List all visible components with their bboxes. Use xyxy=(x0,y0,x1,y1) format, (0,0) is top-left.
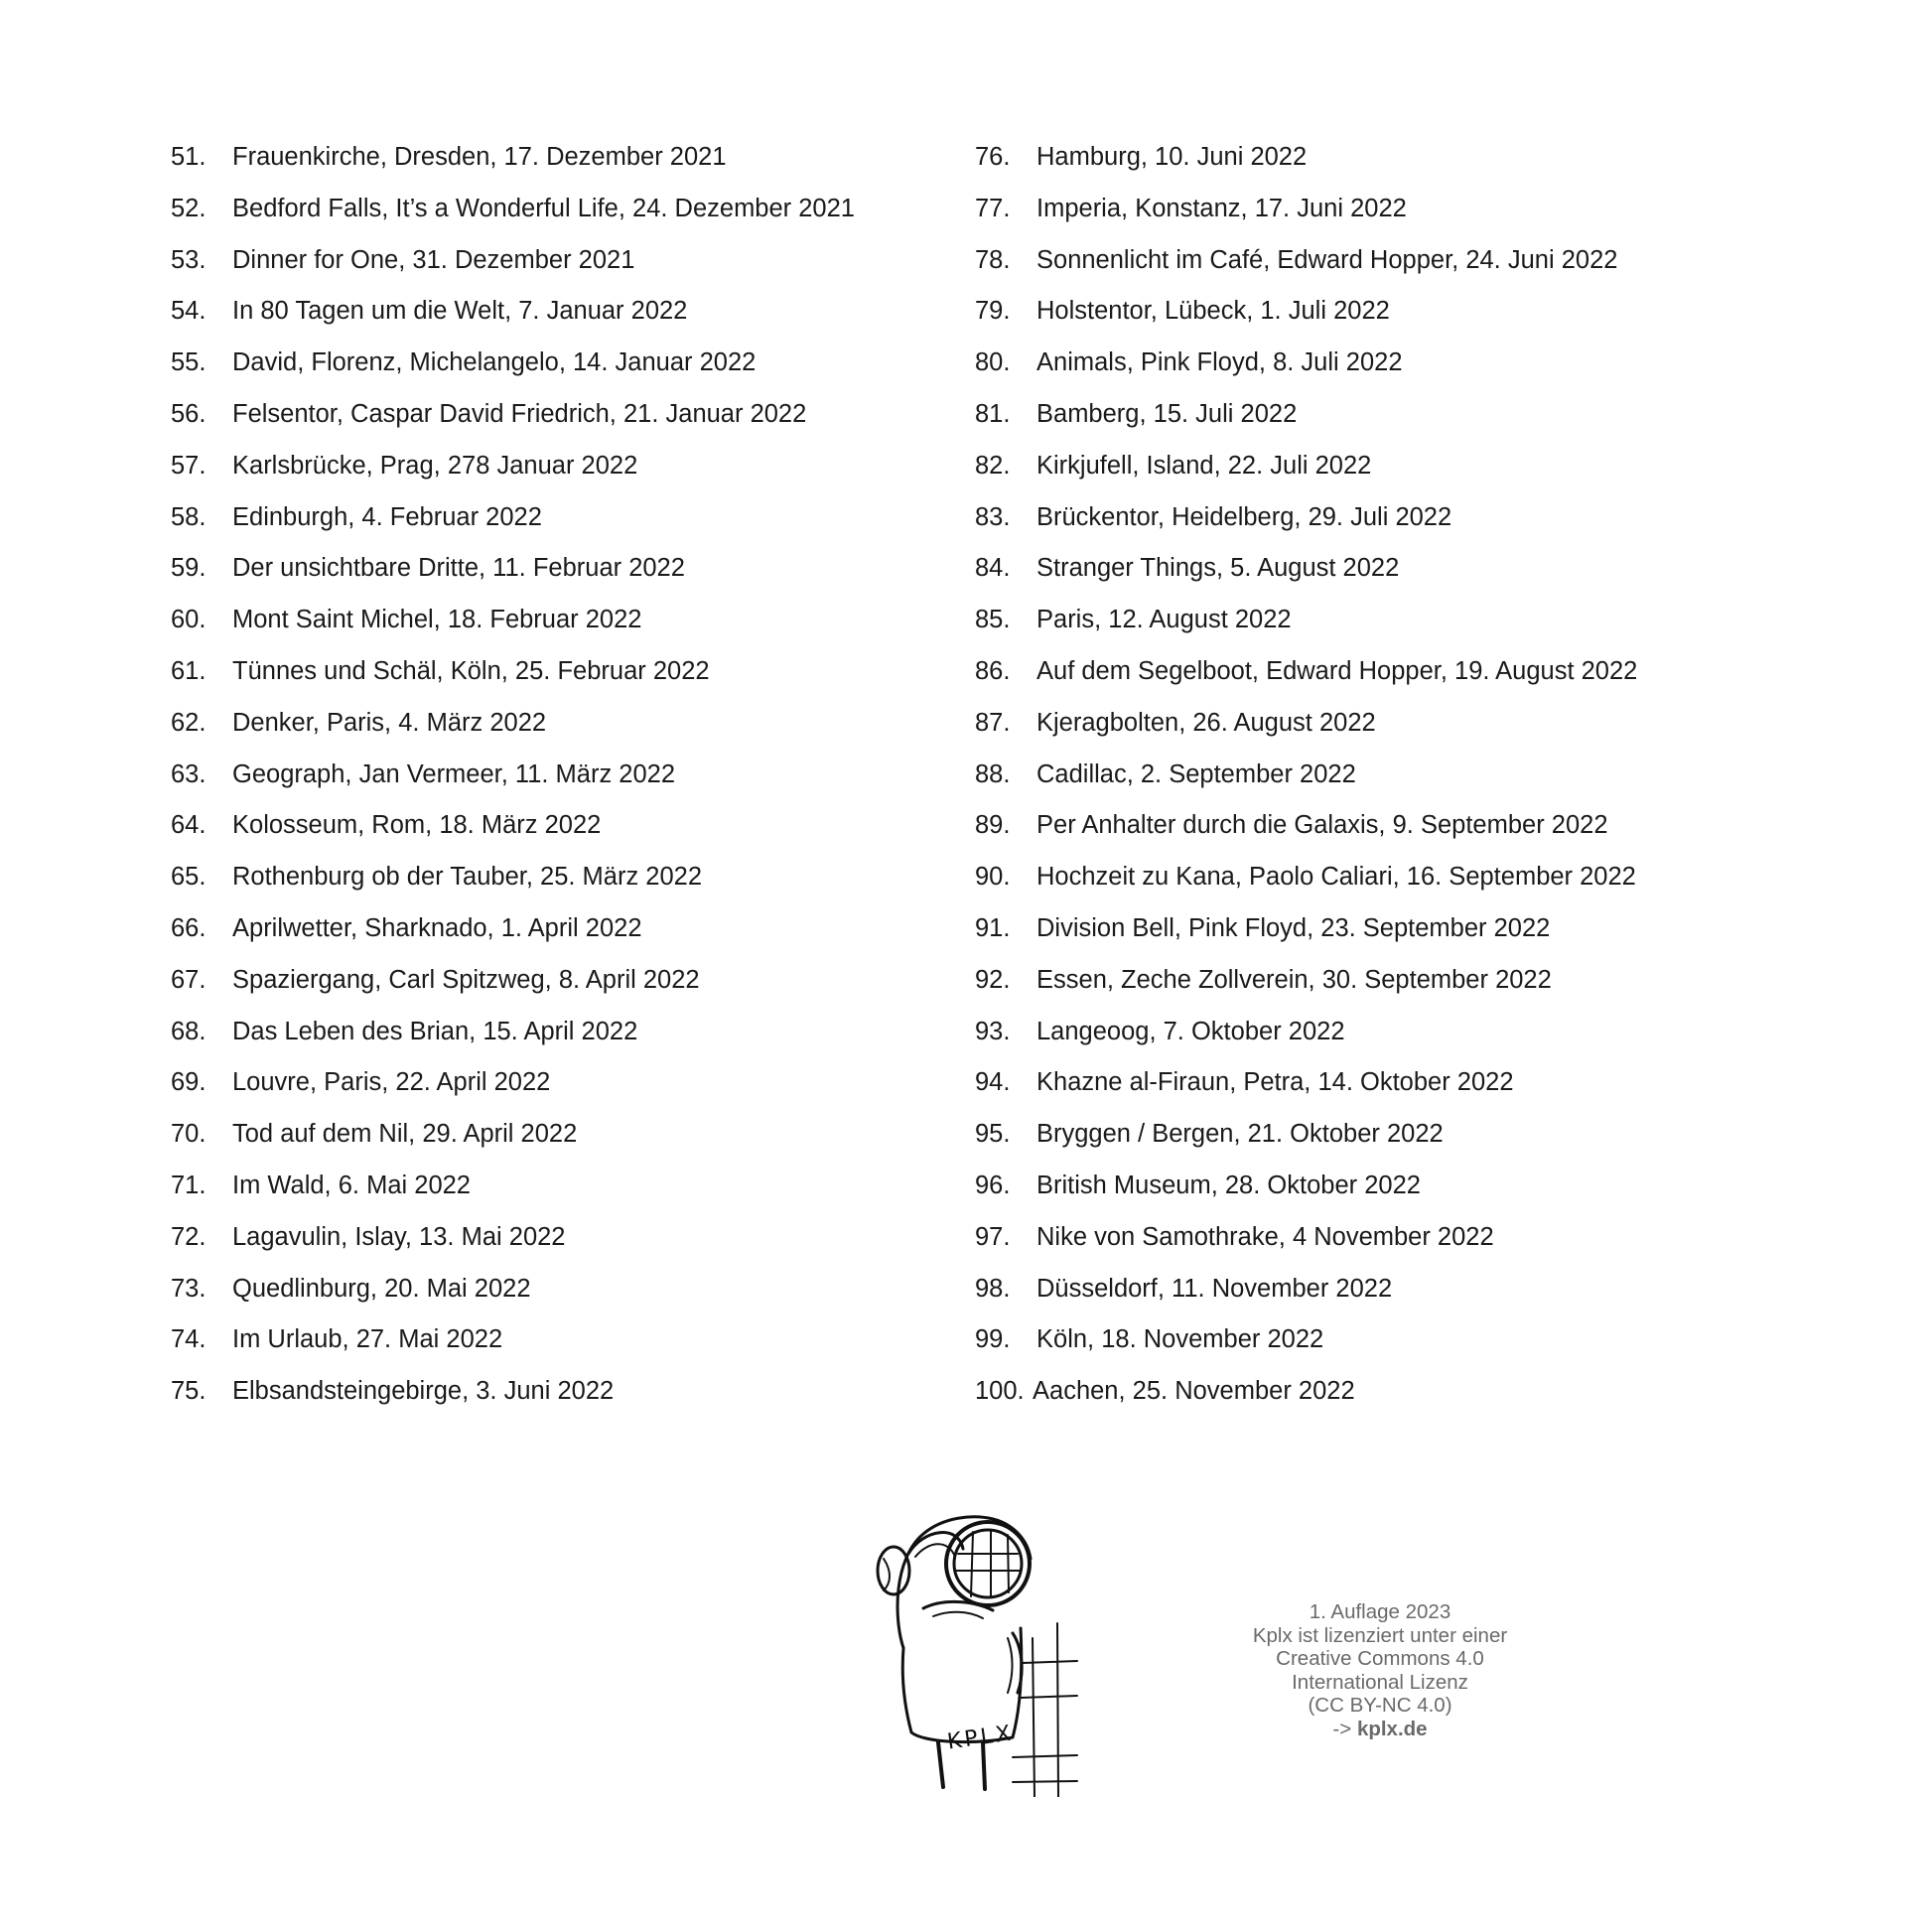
list-item xyxy=(171,343,965,394)
entry-title: Holstentor, Lübeck, 1. Juli 2022 xyxy=(1036,297,1390,326)
list-item xyxy=(171,1062,965,1114)
entry-title: Kjeragbolten, 26. August 2022 xyxy=(1036,708,1376,737)
entry-number: 80. xyxy=(975,348,1011,377)
entry-number: 78. xyxy=(975,245,1011,274)
list-item xyxy=(975,240,1829,292)
list-item xyxy=(975,137,1829,189)
entry-title: Division Bell, Pink Floyd, 23. September 2022 xyxy=(1036,913,1551,942)
entry-title: Brückentor, Heidelberg, 29. Juli 2022 xyxy=(1036,502,1452,531)
entry-title: Louvre, Paris, 22. April 2022 xyxy=(232,1068,551,1097)
entry-title: Stranger Things, 5. August 2022 xyxy=(1036,554,1400,583)
entry-title: Rothenburg ob der Tauber, 25. März 2022 xyxy=(232,863,703,892)
entry-number: 53. xyxy=(171,245,207,274)
entry-number: 70. xyxy=(171,1120,207,1149)
entry-number: 92. xyxy=(975,965,1011,994)
entry-number: 62. xyxy=(171,708,207,737)
list-item xyxy=(975,548,1829,600)
entry-number: 60. xyxy=(171,606,207,634)
list-item xyxy=(171,857,965,908)
entry-number: 74. xyxy=(171,1325,207,1354)
list-item xyxy=(171,908,965,960)
list-item xyxy=(975,1062,1829,1114)
entry-title: Quedlinburg, 20. Mai 2022 xyxy=(232,1274,531,1303)
list-item xyxy=(975,805,1829,857)
website-link[interactable]: kplx.de xyxy=(1356,1717,1428,1740)
entry-title: Felsentor, Caspar David Friedrich, 21. Januar 2022 xyxy=(232,399,807,428)
entry-title: Düsseldorf, 11. November 2022 xyxy=(1036,1274,1393,1303)
entry-title: Aachen, 25. November 2022 xyxy=(1033,1377,1355,1406)
entry-title: Tünnes und Schäl, Köln, 25. Februar 2022 xyxy=(232,656,710,685)
entry-number: 82. xyxy=(975,451,1011,480)
entry-number: 91. xyxy=(975,913,1011,942)
entry-number: 71. xyxy=(171,1171,207,1199)
entry-title: Denker, Paris, 4. März 2022 xyxy=(232,708,547,737)
entry-title: Bamberg, 15. Juli 2022 xyxy=(1036,399,1298,428)
entry-number: 88. xyxy=(975,759,1011,788)
entry-number: 98. xyxy=(975,1274,1011,1303)
entry-number: 67. xyxy=(171,965,207,994)
entry-number: 72. xyxy=(171,1222,207,1251)
entry-number: 63. xyxy=(171,759,207,788)
entry-title: Animals, Pink Floyd, 8. Juli 2022 xyxy=(1036,348,1403,377)
list-item xyxy=(975,1114,1829,1166)
entry-number: 69. xyxy=(171,1068,207,1097)
list-item xyxy=(171,1371,965,1423)
list-item xyxy=(975,291,1829,343)
entry-number: 56. xyxy=(171,399,207,428)
entry-number: 75. xyxy=(171,1377,207,1406)
entry-title: Im Urlaub, 27. Mai 2022 xyxy=(232,1325,503,1354)
list-item xyxy=(171,1114,965,1166)
entry-number: 52. xyxy=(171,194,207,222)
entry-number: 85. xyxy=(975,606,1011,634)
entry-title: Nike von Samothrake, 4 November 2022 xyxy=(1036,1222,1494,1251)
list-item xyxy=(171,1217,965,1269)
entry-number: 87. xyxy=(975,708,1011,737)
license-line-5: (CC BY-NC 4.0) xyxy=(1308,1694,1452,1718)
entry-title: Hochzeit zu Kana, Paolo Caliari, 16. September 2022 xyxy=(1036,863,1636,892)
entry-title: Tod auf dem Nil, 29. April 2022 xyxy=(232,1120,578,1149)
list-item xyxy=(171,291,965,343)
entry-title: Edinburgh, 4. Februar 2022 xyxy=(232,502,542,531)
kplx-mascot-drawing xyxy=(864,1499,1082,1797)
entry-title: Langeoog, 7. Oktober 2022 xyxy=(1036,1017,1345,1045)
license-line-4: International Lizenz xyxy=(1292,1670,1468,1694)
entry-number: 57. xyxy=(171,451,207,480)
list-item xyxy=(975,1166,1829,1217)
entry-number: 79. xyxy=(975,297,1011,326)
entry-number: 100. xyxy=(975,1377,1025,1406)
entry-number: 97. xyxy=(975,1222,1011,1251)
entry-number: 84. xyxy=(975,554,1011,583)
entry-number: 64. xyxy=(171,811,207,840)
license-line-3: Creative Commons 4.0 xyxy=(1276,1647,1484,1671)
license-notice xyxy=(1191,1600,1569,1741)
entry-title: Geograph, Jan Vermeer, 11. März 2022 xyxy=(232,759,676,788)
entry-number: 95. xyxy=(975,1120,1011,1149)
entry-title: Paris, 12. August 2022 xyxy=(1036,606,1292,634)
list-item xyxy=(171,1269,965,1320)
entry-title: Aprilwetter, Sharknado, 1. April 2022 xyxy=(232,913,642,942)
entry-number: 81. xyxy=(975,399,1011,428)
list-item xyxy=(171,960,965,1012)
entry-title: Mont Saint Michel, 18. Februar 2022 xyxy=(232,606,642,634)
entry-title: Bryggen / Bergen, 21. Oktober 2022 xyxy=(1036,1120,1444,1149)
list-item xyxy=(171,1012,965,1063)
entry-title: Kolosseum, Rom, 18. März 2022 xyxy=(232,811,602,840)
entry-title: Dinner for One, 31. Dezember 2021 xyxy=(232,245,635,274)
entry-number: 73. xyxy=(171,1274,207,1303)
list-item xyxy=(171,497,965,549)
edition-line: 1. Auflage 2023 xyxy=(1309,1600,1451,1623)
list-item xyxy=(975,1269,1829,1320)
entry-title: David, Florenz, Michelangelo, 14. Januar 2022 xyxy=(232,348,757,377)
entry-number: 66. xyxy=(171,913,207,942)
entry-title: Essen, Zeche Zollverein, 30. September 2022 xyxy=(1036,965,1552,994)
license-line-2: Kplx ist lizenziert unter einer xyxy=(1252,1623,1508,1647)
list-item xyxy=(975,600,1829,651)
list-item xyxy=(171,394,965,446)
entry-number: 76. xyxy=(975,143,1011,171)
mascot-signature: KPLX xyxy=(945,1721,1016,1755)
list-item xyxy=(975,1319,1829,1371)
entry-title: Frauenkirche, Dresden, 17. Dezember 2021 xyxy=(232,143,727,171)
entry-title: Imperia, Konstanz, 17. Juni 2022 xyxy=(1036,194,1407,222)
list-item xyxy=(975,703,1829,755)
entry-title: Kirkjufell, Island, 22. Juli 2022 xyxy=(1036,451,1372,480)
entry-title: In 80 Tagen um die Welt, 7. Januar 2022 xyxy=(232,297,688,326)
entry-title: Der unsichtbare Dritte, 11. Februar 2022 xyxy=(232,554,685,583)
list-item xyxy=(171,703,965,755)
list-item xyxy=(975,960,1829,1012)
list-item xyxy=(171,805,965,857)
entry-number: 94. xyxy=(975,1068,1011,1097)
list-item xyxy=(975,1371,1829,1423)
list-item xyxy=(171,1166,965,1217)
list-item xyxy=(171,548,965,600)
entry-list-right xyxy=(975,137,1829,1423)
list-item xyxy=(975,755,1829,806)
entry-number: 55. xyxy=(171,348,207,377)
list-item xyxy=(171,600,965,651)
arrow-glyph: -> xyxy=(1332,1717,1352,1740)
entry-title: Köln, 18. November 2022 xyxy=(1036,1325,1324,1354)
list-item xyxy=(975,343,1829,394)
list-item xyxy=(171,1319,965,1371)
entry-title: Hamburg, 10. Juni 2022 xyxy=(1036,143,1308,171)
list-item xyxy=(975,1217,1829,1269)
entry-number: 83. xyxy=(975,502,1011,531)
entry-title: Spaziergang, Carl Spitzweg, 8. April 2022 xyxy=(232,965,700,994)
entry-number: 86. xyxy=(975,656,1011,685)
entry-number: 58. xyxy=(171,502,207,531)
entry-number: 93. xyxy=(975,1017,1011,1045)
entry-title: Bedford Falls, It’s a Wonderful Life, 24. Dezember 2021 xyxy=(232,194,855,222)
entry-title: Karlsbrücke, Prag, 278 Januar 2022 xyxy=(232,451,638,480)
entry-number: 77. xyxy=(975,194,1011,222)
entry-title: Auf dem Segelboot, Edward Hopper, 19. August 2022 xyxy=(1036,656,1638,685)
list-item xyxy=(975,651,1829,703)
entry-number: 54. xyxy=(171,297,207,326)
list-item xyxy=(171,651,965,703)
entry-title: Cadillac, 2. September 2022 xyxy=(1036,759,1356,788)
entry-number: 65. xyxy=(171,863,207,892)
entry-title: Das Leben des Brian, 15. April 2022 xyxy=(232,1017,638,1045)
list-item xyxy=(975,394,1829,446)
entry-title: Khazne al-Firaun, Petra, 14. Oktober 2022 xyxy=(1036,1068,1514,1097)
list-item xyxy=(171,137,965,189)
list-item xyxy=(171,446,965,497)
entry-number: 99. xyxy=(975,1325,1011,1354)
entry-list-left xyxy=(171,137,965,1423)
entry-title: Elbsandsteingebirge, 3. Juni 2022 xyxy=(232,1377,615,1406)
entry-number: 89. xyxy=(975,811,1011,840)
list-item xyxy=(975,446,1829,497)
list-item xyxy=(171,189,965,240)
entry-number: 51. xyxy=(171,143,207,171)
entry-title: Sonnenlicht im Café, Edward Hopper, 24. Juni 2022 xyxy=(1036,245,1618,274)
list-item xyxy=(975,908,1829,960)
entry-number: 96. xyxy=(975,1171,1011,1199)
list-item xyxy=(171,755,965,806)
list-item xyxy=(975,497,1829,549)
website-line xyxy=(1191,1718,1569,1741)
entry-number: 68. xyxy=(171,1017,207,1045)
list-item xyxy=(975,1012,1829,1063)
entry-number: 61. xyxy=(171,656,207,685)
entry-title: Im Wald, 6. Mai 2022 xyxy=(232,1171,471,1199)
entry-number: 59. xyxy=(171,554,207,583)
list-item xyxy=(171,240,965,292)
entry-title: Lagavulin, Islay, 13. Mai 2022 xyxy=(232,1222,566,1251)
list-item xyxy=(975,189,1829,240)
entry-title: Per Anhalter durch die Galaxis, 9. September 2022 xyxy=(1036,811,1608,840)
entry-title: British Museum, 28. Oktober 2022 xyxy=(1036,1171,1421,1199)
entry-number: 90. xyxy=(975,863,1011,892)
list-item xyxy=(975,857,1829,908)
